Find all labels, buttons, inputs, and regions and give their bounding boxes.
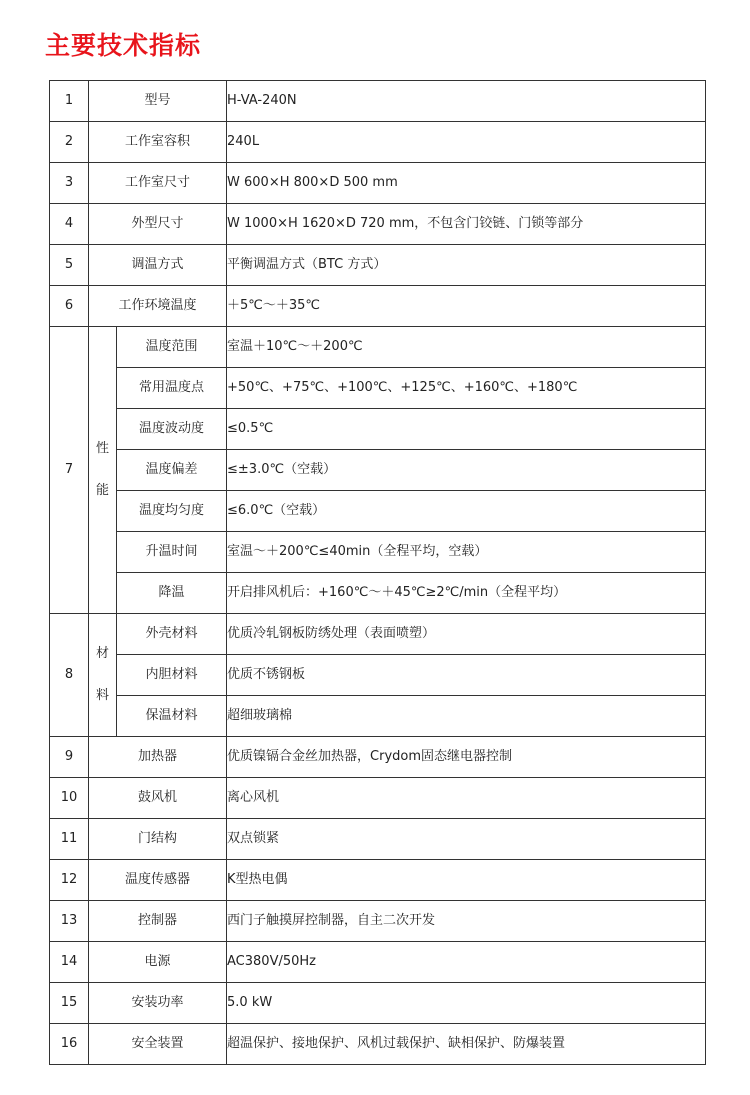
table-row [50, 204, 706, 245]
spec-name: 控制器 [89, 901, 227, 942]
spec-name: 加热器 [89, 737, 227, 778]
spec-name: 工作室容积 [89, 122, 227, 163]
spec-value: W 600×H 800×D 500 mm [227, 163, 706, 204]
table-row [50, 901, 706, 942]
row-number: 3 [50, 163, 89, 204]
table-row [50, 327, 706, 368]
table-row [50, 737, 706, 778]
table-row [50, 778, 706, 819]
table-row [50, 409, 706, 450]
spec-value: 离心风机 [227, 778, 706, 819]
spec-name: 常用温度点 [117, 368, 227, 409]
spec-name: 型号 [89, 81, 227, 122]
spec-value: 240L [227, 122, 706, 163]
spec-name: 温度范围 [117, 327, 227, 368]
table-row [50, 450, 706, 491]
row-number: 8 [50, 614, 89, 737]
spec-name: 安装功率 [89, 983, 227, 1024]
row-number: 7 [50, 327, 89, 614]
table-row [50, 573, 706, 614]
row-number: 15 [50, 983, 89, 1024]
spec-name: 温度偏差 [117, 450, 227, 491]
row-number: 14 [50, 942, 89, 983]
table-row [50, 942, 706, 983]
row-number: 10 [50, 778, 89, 819]
spec-value: 西门子触摸屏控制器，自主二次开发 [227, 901, 706, 942]
spec-value: 室温～＋200℃≤40min（全程平均，空载） [227, 532, 706, 573]
spec-value: H-VA-240N [227, 81, 706, 122]
table-row [50, 122, 706, 163]
spec-name: 工作环境温度 [89, 286, 227, 327]
table-row [50, 696, 706, 737]
table-row [50, 655, 706, 696]
spec-value: ≤6.0℃（空载） [227, 491, 706, 532]
spec-value: 室温＋10℃～＋200℃ [227, 327, 706, 368]
spec-value: ＋5℃～＋35℃ [227, 286, 706, 327]
spec-name: 降温 [117, 573, 227, 614]
spec-name: 内胆材料 [117, 655, 227, 696]
page-title: 主要技术指标 [45, 31, 202, 60]
group-label-materials [89, 614, 117, 737]
table-row [50, 819, 706, 860]
spec-name: 温度传感器 [89, 860, 227, 901]
spec-name: 电源 [89, 942, 227, 983]
spec-table [49, 80, 706, 1065]
spec-value: AC380V/50Hz [227, 942, 706, 983]
table-row [50, 614, 706, 655]
group-label-text: 材料 [95, 646, 109, 703]
spec-value: +50℃、+75℃、+100℃、+125℃、+160℃、+180℃ [227, 368, 706, 409]
row-number: 5 [50, 245, 89, 286]
table-row [50, 245, 706, 286]
spec-value: 平衡调温方式（BTC 方式） [227, 245, 706, 286]
table-row [50, 368, 706, 409]
spec-value: ≤0.5℃ [227, 409, 706, 450]
spec-name: 升温时间 [117, 532, 227, 573]
row-number: 1 [50, 81, 89, 122]
table-row [50, 860, 706, 901]
spec-name: 温度波动度 [117, 409, 227, 450]
spec-value: 优质冷轧钢板防绣处理（表面喷塑） [227, 614, 706, 655]
spec-name: 外壳材料 [117, 614, 227, 655]
table-row [50, 81, 706, 122]
spec-value: 优质不锈钢板 [227, 655, 706, 696]
spec-value: 超温保护、接地保护、风机过载保护、缺相保护、防爆装置 [227, 1024, 706, 1065]
row-number: 4 [50, 204, 89, 245]
group-label-text: 性能 [95, 441, 109, 498]
row-number: 16 [50, 1024, 89, 1065]
table-row [50, 1024, 706, 1065]
spec-name: 外型尺寸 [89, 204, 227, 245]
row-number: 12 [50, 860, 89, 901]
spec-value: K型热电偶 [227, 860, 706, 901]
spec-name: 调温方式 [89, 245, 227, 286]
spec-name: 工作室尺寸 [89, 163, 227, 204]
row-number: 9 [50, 737, 89, 778]
table-row [50, 491, 706, 532]
row-number: 13 [50, 901, 89, 942]
table-row [50, 286, 706, 327]
spec-value: 超细玻璃棉 [227, 696, 706, 737]
group-label-performance [89, 327, 117, 614]
row-number: 11 [50, 819, 89, 860]
spec-value: 开启排风机后：+160℃～＋45℃≥2℃/min（全程平均） [227, 573, 706, 614]
spec-name: 安全装置 [89, 1024, 227, 1065]
spec-value: ≤±3.0℃（空载） [227, 450, 706, 491]
table-row [50, 532, 706, 573]
row-number: 6 [50, 286, 89, 327]
spec-name: 门结构 [89, 819, 227, 860]
table-row [50, 163, 706, 204]
row-number: 2 [50, 122, 89, 163]
spec-name: 温度均匀度 [117, 491, 227, 532]
spec-value: W 1000×H 1620×D 720 mm，不包含门铰链、门锁等部分 [227, 204, 706, 245]
spec-name: 保温材料 [117, 696, 227, 737]
spec-value: 双点锁紧 [227, 819, 706, 860]
spec-value: 优质镍镉合金丝加热器，Crydom固态继电器控制 [227, 737, 706, 778]
table-row [50, 983, 706, 1024]
spec-name: 鼓风机 [89, 778, 227, 819]
spec-value: 5.0 kW [227, 983, 706, 1024]
